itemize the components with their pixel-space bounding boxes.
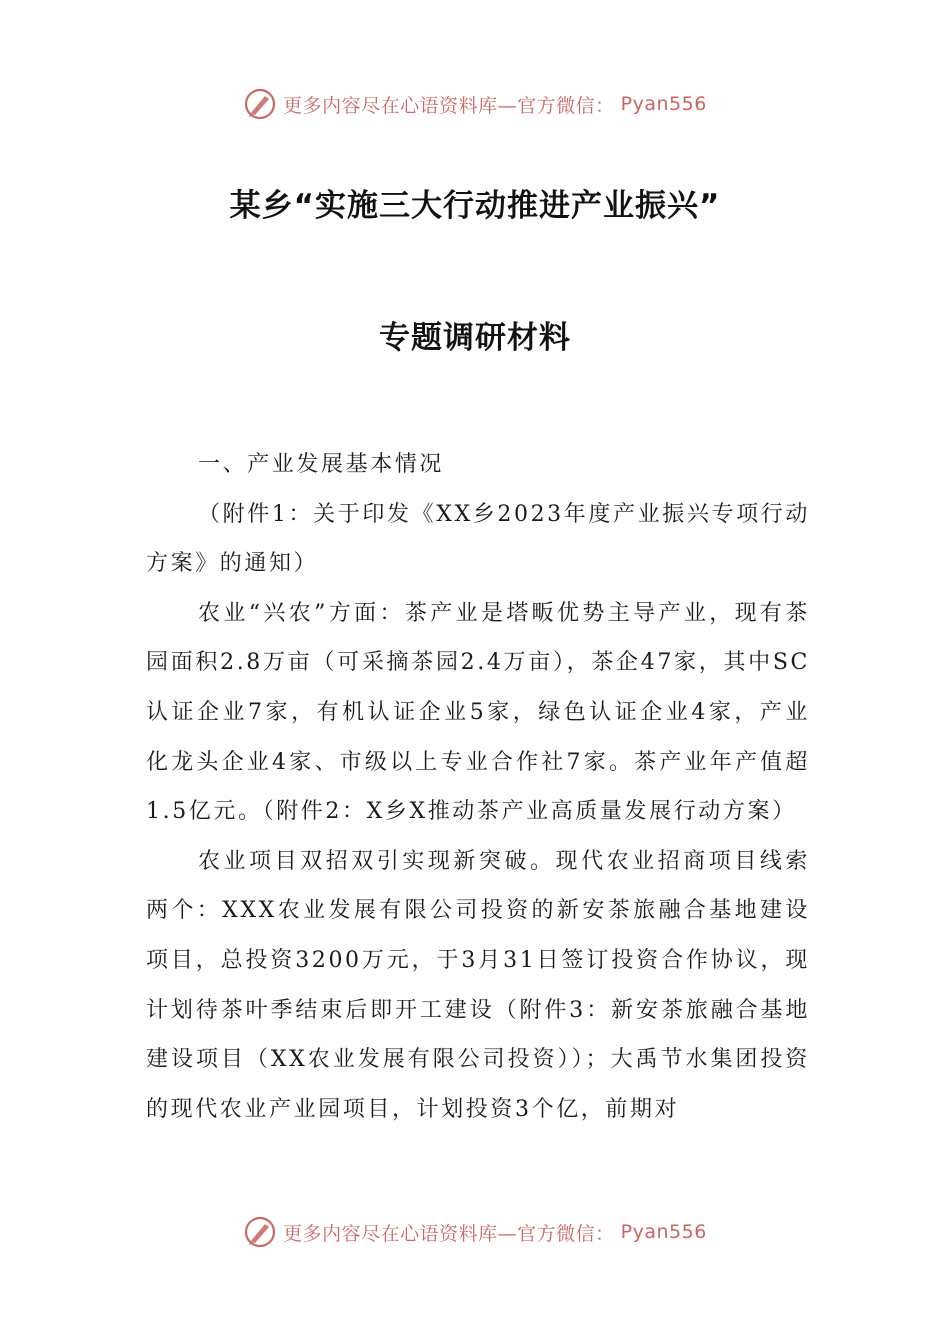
section-heading: 一、产业发展基本情况 [198,452,445,477]
watermark-header [0,84,950,124]
pen-logo-icon [243,1215,277,1249]
paragraph-tea-industry: 农业“兴农”方面：茶产业是塔畈优势主导产业，现有茶园面积2.8万亩（可采摘茶园2.4万亩），茶企47家，其中SC认证企业7家，有机认证企业5家，绿色认证企业4家，产业化龙头企业4家、市级以上专业合作社7家。茶产业年产值超1.5亿元。（附件2：X乡X推动茶产业高质量发展行动方案） [146,600,810,825]
document-title-line2: 专题调研材料 [379,320,571,356]
paragraph-attachment-1: （附件1：关于印发《XX乡2023年度产业振兴专项行动方案》的通知） [146,501,810,577]
document-body [146,440,810,1134]
pen-logo-icon [243,87,277,121]
document-title-line1: 某乡“实施三大行动推进产业振兴” [229,188,721,224]
watermark-wechat-id: Pyan556 [620,93,707,115]
watermark-footer [0,1212,950,1252]
watermark-text: 更多内容尽在心语资料库—官方微信： [283,94,615,117]
paragraph-investment: 农业项目双招双引实现新突破。现代农业招商项目线索两个：XXX农业发展有限公司投资的新安茶旅融合基地建设项目，总投资3200万元，于3月31日签订投资合作协议，现计划待茶叶季结束后即开工建设（附件3：新安茶旅融合基地建设项目（XX农业发展有限公司投资））；大禹节水集团投资的现代农业产业园项目，计划投资3个亿，前期对 [146,848,810,1122]
watermark-text: 更多内容尽在心语资料库—官方微信： [283,1222,615,1245]
watermark-wechat-id: Pyan556 [620,1221,707,1243]
